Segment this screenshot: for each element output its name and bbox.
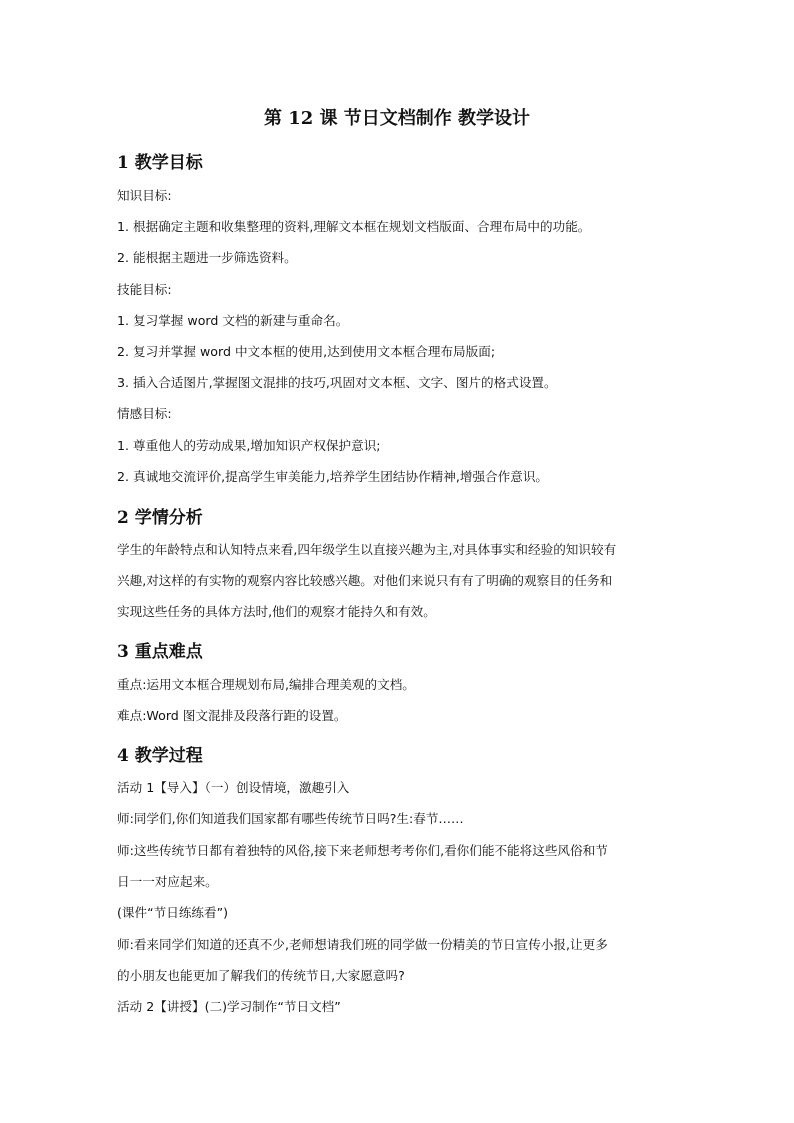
process-paragraph-4b: 的小朋友也能更加了解我们的传统节日,大家愿意吗? (117, 968, 405, 983)
difficult-point: 难点:Word 图文混排及段落行距的设置。 (117, 708, 347, 723)
emotion-goal-label: 情感目标: (117, 406, 172, 421)
emotion-goal-2: 2. 真诚地交流评价,提高学生审美能力,培养学生团结协作精神,增强合作意识。 (117, 469, 549, 484)
knowledge-goal-2: 2. 能根据主题进一步筛选资料。 (117, 250, 297, 265)
section-heading-3: 3 重点难点 (117, 642, 203, 662)
process-paragraph-3: (课件“节日练练看”) (117, 905, 229, 920)
page-title: 第 12 课 节日文档制作 教学设计 (263, 108, 531, 129)
section-heading-1: 1 教学目标 (117, 153, 203, 173)
process-paragraph-1: 师:同学们,你们知道我们国家都有哪些传统节日吗?生:春节…… (117, 811, 464, 826)
knowledge-goal-label: 知识目标: (117, 188, 172, 203)
activity-2: 活动 2【讲授】(二)学习制作“节日文档” (117, 999, 341, 1014)
skill-goal-2: 2. 复习并掌握 word 中文本框的使用,达到使用文本框合理布局版面; (117, 344, 496, 359)
analysis-line-3: 实现这些任务的具体方法时,他们的观察才能持久和有效。 (117, 604, 436, 619)
skill-goal-1: 1. 复习掌握 word 文档的新建与重命名。 (117, 313, 349, 328)
analysis-line-2: 兴趣,对这样的有实物的观察内容比较感兴趣。对他们来说只有有了明确的观察目的任务和 (117, 573, 613, 588)
process-paragraph-2a: 师:这些传统节日都有着独特的风俗,接下来老师想考考你们,看你们能不能将这些风俗和节 (117, 843, 608, 858)
section-heading-2: 2 学情分析 (117, 508, 203, 528)
section-heading-4: 4 教学过程 (117, 746, 203, 766)
key-point: 重点:运用文本框合理规划布局,编排合理美观的文档。 (117, 677, 415, 692)
process-paragraph-4a: 师:看来同学们知道的还真不少,老师想请我们班的同学做一份精美的节日宣传小报,让更多 (117, 937, 608, 952)
skill-goal-3: 3. 插入合适图片,掌握图文混排的技巧,巩固对文本框、文字、图片的格式设置。 (117, 375, 557, 390)
skill-goal-label: 技能目标: (117, 282, 172, 297)
process-paragraph-2b: 日一一对应起来。 (117, 874, 218, 889)
analysis-line-1: 学生的年龄特点和认知特点来看,四年级学生以直接兴趣为主,对具体事实和经验的知识较有 (117, 542, 617, 557)
knowledge-goal-1: 1. 根据确定主题和收集整理的资料,理解文本框在规划文档版面、合理布局中的功能。 (117, 219, 591, 234)
activity-1: 活动 1【导入】（一）创设情境，激趣引入 (117, 780, 350, 795)
emotion-goal-1: 1. 尊重他人的劳动成果,增加知识产权保护意识; (117, 438, 381, 453)
